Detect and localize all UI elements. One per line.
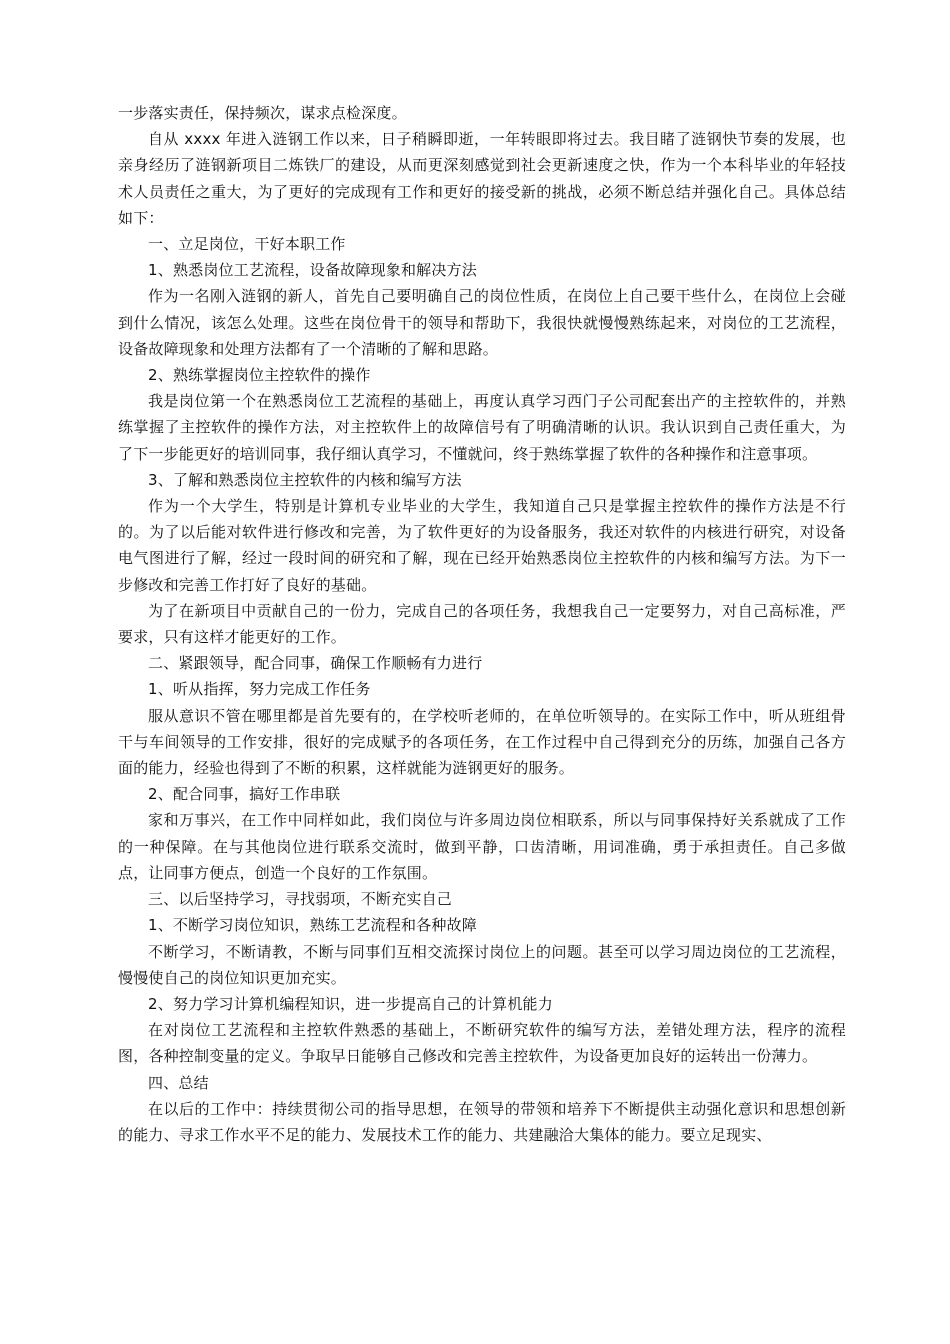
document-paragraph: 家和万事兴，在工作中同样如此，我们岗位与许多周边岗位相联系，所以与同事保持好关系就成了工作的一种保障。在与其他岗位进行联系交流时，做到平静，口齿清晰，用词准确，勇于承担责任。自己多做点，让同事方便点，创造一个良好的工作氛围。 <box>118 811 846 882</box>
document-paragraph: 自从 xxxx 年进入涟钢工作以来，日子稍瞬即逝，一年转眼即将过去。我目睹了涟钢快节奏的发展，也亲身经历了涟钢新项目二炼铁厂的建设，从而更深刻感觉到社会更新速度之快，作为一个本科毕业的年轻技术人员责任之重大，为了更好的完成现有工作和更好的接受新的挑战，必须不断总结并强化自己。具体总结如下： <box>118 130 846 227</box>
document-paragraph: 1、熟悉岗位工艺流程，设备故障现象和解决方法 <box>148 261 477 280</box>
document-paragraph: 一步落实责任，保持频次，谋求点检深度。 <box>118 104 407 122</box>
document-paragraph: 作为一个大学生，特别是计算机专业毕业的大学生，我知道自己只是掌握主控软件的操作方法是不行的。为了以后能对软件进行修改和完善，为了软件更好的为设备服务，我还对软件的内核进行研究，对设备电气图进行了解，经过一段时间的研究和了解，现在已经开始熟悉岗位主控软件的内核和编写方法。为下一步修改和完善工作打好了良好的基础。 <box>118 497 846 594</box>
document-paragraph: 一、立足岗位，干好本职工作 <box>148 235 346 254</box>
document-paragraph: 2、配合同事，搞好工作串联 <box>148 785 341 804</box>
document-paragraph: 三、以后坚持学习，寻找弱项，不断充实自己 <box>148 890 453 909</box>
document-paragraph: 作为一名刚入涟钢的新人，首先自己要明确自己的岗位性质，在岗位上自己要干些什么，在岗位上会碰到什么情况，该怎么处理。这些在岗位骨干的领导和帮助下，我很快就慢慢熟练起来，对岗位的工艺流程，设备故障现象和处理方法都有了一个清晰的了解和思路。 <box>118 287 846 358</box>
document-paragraph: 我是岗位第一个在熟悉岗位工艺流程的基础上，再度认真学习西门子公司配套出产的主控软件的，并熟练掌握了主控软件的操作方法，对主控软件上的故障信号有了明确清晰的认识。我认识到自己责任重大，为了下一步能更好的培训同事，我仔细认真学习，不懂就问，终于熟练掌握了软件的各种操作和注意事项。 <box>118 392 846 463</box>
document-paragraph: 为了在新项目中贡献自己的一份力，完成自己的各项任务，我想我自己一定要努力，对自己高标准，严要求，只有这样才能更好的工作。 <box>118 601 846 647</box>
document-paragraph: 在以后的工作中：持续贯彻公司的指导思想，在领导的带领和培养下不断提供主动强化意识和思想创新的能力、寻求工作水平不足的能力、发展技术工作的能力、共建融洽大集体的能力。要立足现实、 <box>118 1099 846 1144</box>
document-paragraph: 1、听从指挥，努力完成工作任务 <box>148 680 371 699</box>
document-paragraph: 二、紧跟领导，配合同事，确保工作顺畅有力进行 <box>148 654 483 673</box>
document-paragraph: 四、总结 <box>148 1073 209 1092</box>
document-paragraph: 1、不断学习岗位知识，熟练工艺流程和各种故障 <box>148 916 477 935</box>
document-page <box>118 100 846 1148</box>
document-paragraph: 2、努力学习计算机编程知识，进一步提高自己的计算机能力 <box>148 994 553 1013</box>
document-paragraph: 服从意识不管在哪里都是首先要有的，在学校听老师的，在单位听领导的。在实际工作中，听从班组骨干与车间领导的工作安排，很好的完成赋予的各项任务，在工作过程中自己得到充分的历练，加强自己各方面的能力，经验也得到了不断的积累，这样就能为涟钢更好的服务。 <box>118 706 846 778</box>
document-paragraph: 2、熟练掌握岗位主控软件的操作 <box>148 366 371 385</box>
document-paragraph: 在对岗位工艺流程和主控软件熟悉的基础上，不断研究软件的编写方法，差错处理方法，程序的流程图，各种控制变量的定义。争取早日能够自己修改和完善主控软件，为设备更加良好的运转出一份薄力。 <box>118 1021 846 1066</box>
document-paragraph: 3、了解和熟悉岗位主控软件的内核和编写方法 <box>148 470 462 489</box>
document-paragraph: 不断学习，不断请教，不断与同事们互相交流探讨岗位上的问题。甚至可以学习周边岗位的工艺流程，慢慢使自己的岗位知识更加充实。 <box>118 942 846 987</box>
